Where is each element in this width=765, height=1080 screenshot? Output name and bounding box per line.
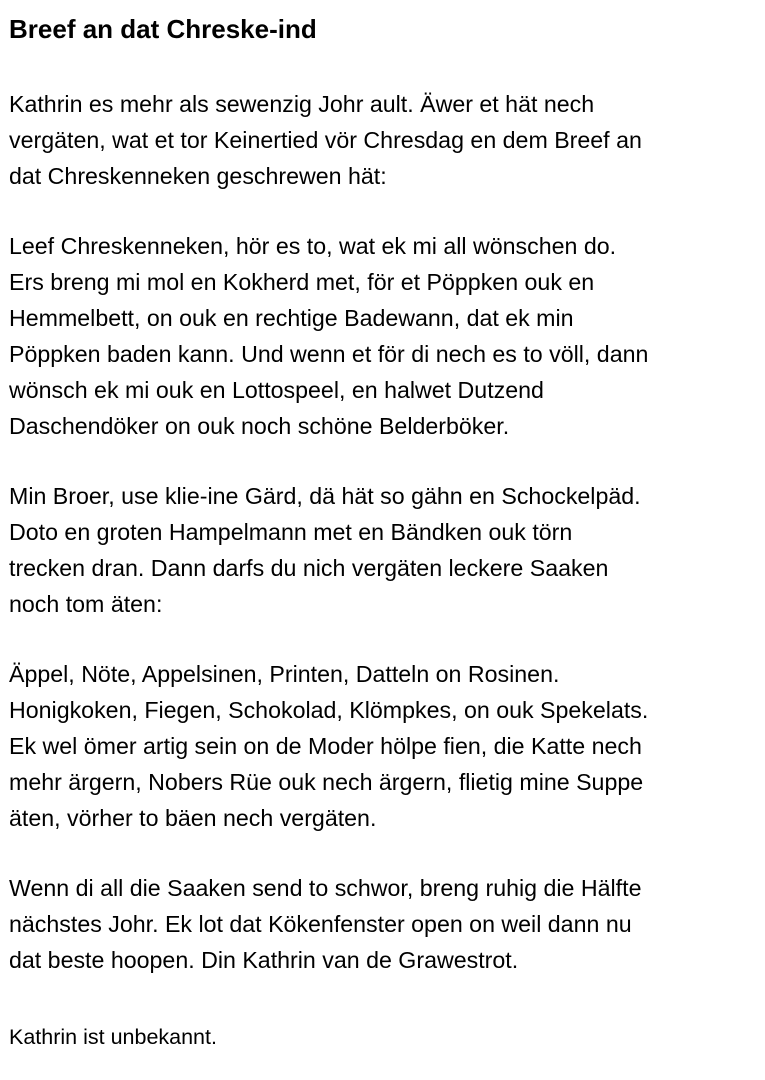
text-line: Wenn di all die Saaken send to schwor, breng ruhig die Hälfte <box>9 875 642 901</box>
text-line: nächstes Johr. Ek lot dat Kökenfenster open on weil dann nu <box>9 911 632 937</box>
paragraph-2 <box>9 228 759 444</box>
text-line: noch tom äten: <box>9 591 163 617</box>
text-line: vergäten, wat et tor Keinertied vör Chresdag en dem Breef an <box>9 127 642 153</box>
text-line: Ers breng mi mol en Kokherd met, för et Pöppken ouk en <box>9 269 595 295</box>
text-line: Hemmelbett, on ouk en rechtige Badewann, dat ek min <box>9 305 574 331</box>
text-line: Ek wel ömer artig sein on de Moder hölpe fien, die Katte nech <box>9 733 642 759</box>
paragraph-1 <box>9 86 759 194</box>
paragraph-4 <box>9 656 759 836</box>
text-line: äten, vörher to bäen nech vergäten. <box>9 805 377 831</box>
paragraph-3 <box>9 478 759 622</box>
paragraph-5 <box>9 870 759 978</box>
footer-note: Kathrin ist unbekannt. <box>9 1025 217 1049</box>
text-line: Pöppken baden kann. Und wenn et för di nech es to völl, dann <box>9 341 649 367</box>
text-line: mehr ärgern, Nobers Rüe ouk nech ärgern, flietig mine Suppe <box>9 769 644 795</box>
text-line: Daschendöker on ouk noch schöne Belderböker. <box>9 413 510 439</box>
document-body <box>9 12 759 1012</box>
text-line: dat beste hoopen. Din Kathrin van de Grawestrot. <box>9 947 519 973</box>
text-line: Äppel, Nöte, Appelsinen, Printen, Datteln on Rosinen. <box>9 661 560 687</box>
text-line: Kathrin es mehr als sewenzig Johr ault. Äwer et hät nech <box>9 91 595 117</box>
document-title: Breef an dat Chreske-ind <box>9 14 317 44</box>
text-line: Honigkoken, Fiegen, Schokolad, Klömpkes, on ouk Spekelats. <box>9 697 649 723</box>
text-line: Doto en groten Hampelmann met en Bändken ouk törn <box>9 519 573 545</box>
text-line: Leef Chreskenneken, hör es to, wat ek mi all wönschen do. <box>9 233 617 259</box>
text-line: Min Broer, use klie-ine Gärd, dä hät so gähn en Schockelpäd. <box>9 483 641 509</box>
text-line: wönsch ek mi ouk en Lottospeel, en halwet Dutzend <box>9 377 544 403</box>
text-line: trecken dran. Dann darfs du nich vergäten leckere Saaken <box>9 555 609 581</box>
text-line: dat Chreskenneken geschrewen hät: <box>9 163 387 189</box>
